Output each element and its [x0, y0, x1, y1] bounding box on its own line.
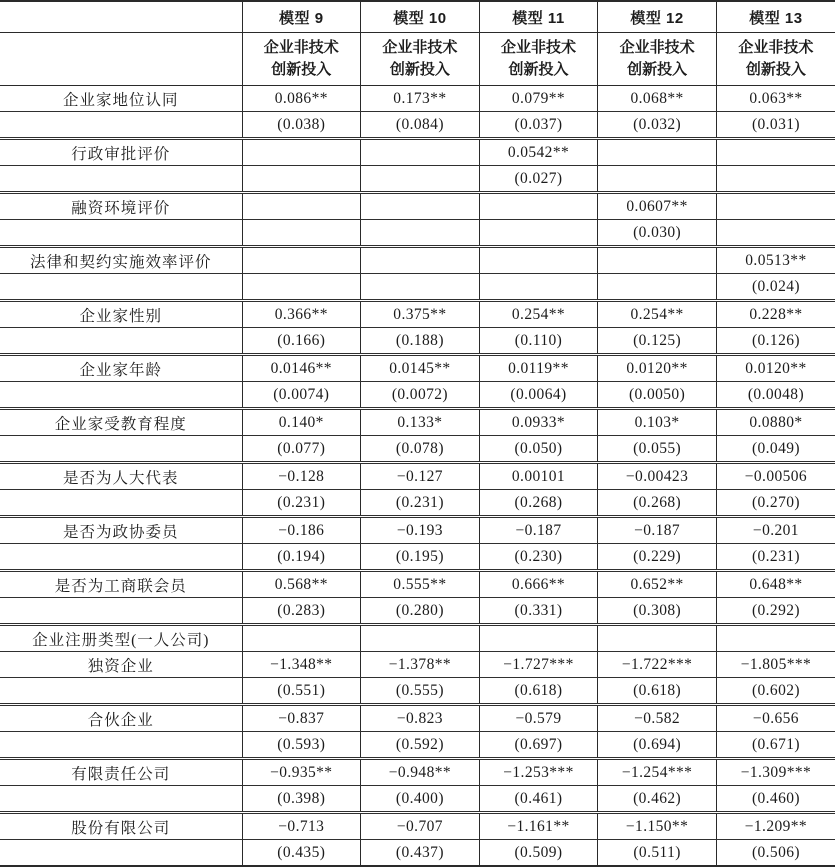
variable-label: 法律和契约实施效率评价: [0, 247, 242, 274]
coefficient-cell: 0.555**: [361, 571, 480, 598]
model-header: 模型 10: [361, 1, 480, 33]
model-header: 模型 12: [598, 1, 717, 33]
empty-label-cell: [0, 436, 242, 463]
empty-cell: [598, 139, 717, 166]
stderr-cell: (0.037): [479, 112, 598, 139]
model-header: 模型 11: [479, 1, 598, 33]
empty-cell: [242, 625, 361, 652]
stderr-cell: (0.270): [716, 490, 835, 517]
stderr-cell: (0.049): [716, 436, 835, 463]
variable-label: 是否为政协委员: [0, 517, 242, 544]
table-row: [0, 301, 835, 328]
coefficient-cell: 0.648**: [716, 571, 835, 598]
coefficient-cell: −1.348**: [242, 652, 361, 678]
coefficient-cell: 0.0145**: [361, 355, 480, 382]
stderr-cell: (0.032): [598, 112, 717, 139]
table-header: [0, 1, 835, 86]
table-row: [0, 705, 835, 732]
coefficient-cell: −0.127: [361, 463, 480, 490]
stderr-cell: (0.126): [716, 328, 835, 355]
coefficient-cell: 0.0146**: [242, 355, 361, 382]
variable-label: 行政审批评价: [0, 139, 242, 166]
coefficient-cell: −0.579: [479, 705, 598, 732]
coefficient-cell: −0.713: [242, 813, 361, 840]
stderr-cell: (0.084): [361, 112, 480, 139]
coefficient-cell: −1.254***: [598, 759, 717, 786]
variable-label: 融资环境评价: [0, 193, 242, 220]
coefficient-cell: −0.837: [242, 705, 361, 732]
table-row: [0, 625, 835, 652]
empty-cell: [242, 166, 361, 193]
stderr-cell: (0.050): [479, 436, 598, 463]
empty-cell: [479, 625, 598, 652]
variable-label: 合伙企业: [0, 705, 242, 732]
coefficient-cell: −0.00423: [598, 463, 717, 490]
empty-cell: [716, 193, 835, 220]
stderr-cell: (0.0064): [479, 382, 598, 409]
stderr-cell: (0.398): [242, 786, 361, 813]
empty-cell: [598, 166, 717, 193]
empty-cell: [242, 220, 361, 247]
empty-cell: [361, 139, 480, 166]
coefficient-cell: 0.086**: [242, 86, 361, 112]
coefficient-cell: 0.133*: [361, 409, 480, 436]
coefficient-cell: −0.186: [242, 517, 361, 544]
coefficient-cell: 0.0607**: [598, 193, 717, 220]
empty-label-cell: [0, 490, 242, 517]
table-row: [0, 544, 835, 571]
coefficient-cell: 0.079**: [479, 86, 598, 112]
stderr-cell: (0.460): [716, 786, 835, 813]
empty-cell: [361, 166, 480, 193]
coefficient-cell: −0.707: [361, 813, 480, 840]
table-row: [0, 220, 835, 247]
stderr-cell: (0.230): [479, 544, 598, 571]
table-row: [0, 598, 835, 625]
coefficient-cell: 0.173**: [361, 86, 480, 112]
table-row: [0, 732, 835, 759]
dependent-variable-line: 企业非技术: [738, 39, 814, 56]
stderr-cell: (0.231): [242, 490, 361, 517]
stderr-cell: (0.0074): [242, 382, 361, 409]
coefficient-cell: −0.187: [598, 517, 717, 544]
empty-label-cell: [0, 544, 242, 571]
coefficient-cell: 0.375**: [361, 301, 480, 328]
variable-label: 是否为人大代表: [0, 463, 242, 490]
coefficient-cell: 0.652**: [598, 571, 717, 598]
stderr-cell: (0.331): [479, 598, 598, 625]
variable-label: 股份有限公司: [0, 813, 242, 840]
table-row: [0, 86, 835, 112]
empty-label-cell: [0, 166, 242, 193]
stderr-cell: (0.435): [242, 840, 361, 867]
stderr-cell: (0.280): [361, 598, 480, 625]
empty-label-cell: [0, 382, 242, 409]
coefficient-cell: 0.068**: [598, 86, 717, 112]
coefficient-cell: −1.209**: [716, 813, 835, 840]
coefficient-cell: 0.0120**: [598, 355, 717, 382]
variable-label: 企业注册类型(一人公司): [0, 625, 242, 652]
table-row: [0, 355, 835, 382]
empty-cell: [598, 247, 717, 274]
stderr-cell: (0.231): [716, 544, 835, 571]
stderr-cell: (0.618): [598, 678, 717, 705]
stderr-cell: (0.437): [361, 840, 480, 867]
variable-label: 企业家性别: [0, 301, 242, 328]
coefficient-cell: −0.201: [716, 517, 835, 544]
stderr-cell: (0.024): [716, 274, 835, 301]
empty-label-cell: [0, 840, 242, 867]
stderr-cell: (0.125): [598, 328, 717, 355]
coefficient-cell: −1.253***: [479, 759, 598, 786]
stderr-cell: (0.292): [716, 598, 835, 625]
coefficient-cell: 0.0119**: [479, 355, 598, 382]
empty-label-cell: [0, 274, 242, 301]
dependent-variable-line: 创新投入: [508, 61, 569, 78]
stderr-cell: (0.031): [716, 112, 835, 139]
table-row: [0, 759, 835, 786]
stderr-cell: (0.078): [361, 436, 480, 463]
stderr-cell: (0.509): [479, 840, 598, 867]
empty-label-cell: [0, 328, 242, 355]
coefficient-cell: 0.0880*: [716, 409, 835, 436]
coefficient-cell: 0.0542**: [479, 139, 598, 166]
variable-label: 是否为工商联会员: [0, 571, 242, 598]
stderr-cell: (0.268): [598, 490, 717, 517]
empty-cell: [479, 220, 598, 247]
empty-label-cell: [0, 786, 242, 813]
table-row: [0, 571, 835, 598]
empty-label-cell: [0, 598, 242, 625]
stderr-cell: (0.0048): [716, 382, 835, 409]
empty-label-cell: [0, 732, 242, 759]
stderr-cell: (0.462): [598, 786, 717, 813]
stderr-cell: (0.694): [598, 732, 717, 759]
table-row: [0, 409, 835, 436]
table-row: [0, 490, 835, 517]
empty-cell: [598, 625, 717, 652]
empty-cell: [479, 193, 598, 220]
dependent-variable-header: [361, 33, 480, 86]
model-header: 模型 13: [716, 1, 835, 33]
stderr-cell: (0.0050): [598, 382, 717, 409]
stderr-cell: (0.188): [361, 328, 480, 355]
empty-cell: [716, 220, 835, 247]
empty-cell: [361, 247, 480, 274]
coefficient-cell: −0.128: [242, 463, 361, 490]
coefficient-cell: −1.309***: [716, 759, 835, 786]
variable-label: 企业家地位认同: [0, 86, 242, 112]
table-row: [0, 193, 835, 220]
coefficient-cell: 0.0120**: [716, 355, 835, 382]
table-row: [0, 517, 835, 544]
dependent-variable-line: 企业非技术: [263, 39, 339, 56]
table-row: [0, 247, 835, 274]
coefficient-cell: −1.722***: [598, 652, 717, 678]
empty-cell: [479, 274, 598, 301]
table-row: [0, 436, 835, 463]
stderr-cell: (0.166): [242, 328, 361, 355]
stderr-cell: (0.400): [361, 786, 480, 813]
empty-cell: [361, 625, 480, 652]
variable-label: 有限责任公司: [0, 759, 242, 786]
coefficient-cell: −0.187: [479, 517, 598, 544]
coefficient-cell: −0.823: [361, 705, 480, 732]
stderr-cell: (0.055): [598, 436, 717, 463]
coefficient-cell: 0.666**: [479, 571, 598, 598]
coefficient-cell: 0.254**: [479, 301, 598, 328]
coefficient-cell: −0.656: [716, 705, 835, 732]
coefficient-cell: −0.948**: [361, 759, 480, 786]
table-row: [0, 274, 835, 301]
table-row: [0, 786, 835, 813]
model-header: 模型 9: [242, 1, 361, 33]
stderr-cell: (0.308): [598, 598, 717, 625]
dependent-variable-line: 企业非技术: [500, 39, 576, 56]
coefficient-cell: −1.727***: [479, 652, 598, 678]
coefficient-cell: −1.161**: [479, 813, 598, 840]
empty-label-cell: [0, 678, 242, 705]
coefficient-cell: 0.254**: [598, 301, 717, 328]
table-row: [0, 328, 835, 355]
empty-cell: [361, 220, 480, 247]
empty-label-cell: [0, 220, 242, 247]
dependent-variable-header: [716, 33, 835, 86]
stderr-cell: (0.194): [242, 544, 361, 571]
variable-label: 企业家受教育程度: [0, 409, 242, 436]
coefficient-cell: 0.063**: [716, 86, 835, 112]
dependent-variable-line: 创新投入: [389, 61, 450, 78]
coefficient-cell: −1.150**: [598, 813, 717, 840]
coefficient-cell: −0.935**: [242, 759, 361, 786]
stderr-cell: (0.038): [242, 112, 361, 139]
dependent-variable-line: 创新投入: [271, 61, 332, 78]
stderr-cell: (0.671): [716, 732, 835, 759]
coefficient-cell: 0.103*: [598, 409, 717, 436]
coefficient-cell: −0.193: [361, 517, 480, 544]
table-row: [0, 840, 835, 867]
stderr-cell: (0.268): [479, 490, 598, 517]
coefficient-cell: 0.568**: [242, 571, 361, 598]
stderr-cell: (0.511): [598, 840, 717, 867]
variable-label: 企业家年龄: [0, 355, 242, 382]
empty-cell: [598, 274, 717, 301]
table-row: [0, 166, 835, 193]
coefficient-cell: −1.805***: [716, 652, 835, 678]
stderr-cell: (0.592): [361, 732, 480, 759]
empty-cell: [479, 247, 598, 274]
table-row: [0, 382, 835, 409]
stderr-cell: (0.697): [479, 732, 598, 759]
table-row: [0, 463, 835, 490]
stderr-cell: (0.027): [479, 166, 598, 193]
stderr-cell: (0.555): [361, 678, 480, 705]
corner-cell-2: [0, 33, 242, 86]
stderr-cell: (0.030): [598, 220, 717, 247]
stderr-cell: (0.461): [479, 786, 598, 813]
stderr-cell: (0.602): [716, 678, 835, 705]
dependent-variable-row: [0, 33, 835, 86]
empty-cell: [361, 193, 480, 220]
empty-cell: [242, 247, 361, 274]
stderr-cell: (0.110): [479, 328, 598, 355]
stderr-cell: (0.0072): [361, 382, 480, 409]
stderr-cell: (0.195): [361, 544, 480, 571]
stderr-cell: (0.506): [716, 840, 835, 867]
coefficient-cell: −0.582: [598, 705, 717, 732]
dependent-variable-header: [598, 33, 717, 86]
table-row: [0, 813, 835, 840]
empty-cell: [242, 139, 361, 166]
table-row: [0, 678, 835, 705]
coefficient-cell: 0.00101: [479, 463, 598, 490]
stderr-cell: (0.283): [242, 598, 361, 625]
coefficient-cell: −0.00506: [716, 463, 835, 490]
table-row: [0, 652, 835, 678]
corner-cell: [0, 1, 242, 33]
coefficient-cell: 0.0513**: [716, 247, 835, 274]
table-body: [0, 86, 835, 867]
empty-cell: [361, 274, 480, 301]
dependent-variable-line: 企业非技术: [382, 39, 458, 56]
variable-label: 独资企业: [0, 652, 242, 678]
stderr-cell: (0.231): [361, 490, 480, 517]
stderr-cell: (0.229): [598, 544, 717, 571]
coefficient-cell: 0.366**: [242, 301, 361, 328]
coefficient-cell: 0.0933*: [479, 409, 598, 436]
dependent-variable-line: 企业非技术: [619, 39, 695, 56]
dependent-variable-header: [479, 33, 598, 86]
dependent-variable-line: 创新投入: [745, 61, 806, 78]
empty-cell: [716, 139, 835, 166]
empty-label-cell: [0, 112, 242, 139]
empty-cell: [716, 166, 835, 193]
dependent-variable-header: [242, 33, 361, 86]
dependent-variable-line: 创新投入: [627, 61, 688, 78]
stderr-cell: (0.077): [242, 436, 361, 463]
table-row: [0, 139, 835, 166]
table-row: [0, 112, 835, 139]
stderr-cell: (0.593): [242, 732, 361, 759]
empty-cell: [716, 625, 835, 652]
empty-cell: [242, 193, 361, 220]
stderr-cell: (0.618): [479, 678, 598, 705]
coefficient-cell: 0.228**: [716, 301, 835, 328]
empty-cell: [242, 274, 361, 301]
model-header-row: [0, 1, 835, 33]
stderr-cell: (0.551): [242, 678, 361, 705]
coefficient-cell: −1.378**: [361, 652, 480, 678]
coefficient-cell: 0.140*: [242, 409, 361, 436]
